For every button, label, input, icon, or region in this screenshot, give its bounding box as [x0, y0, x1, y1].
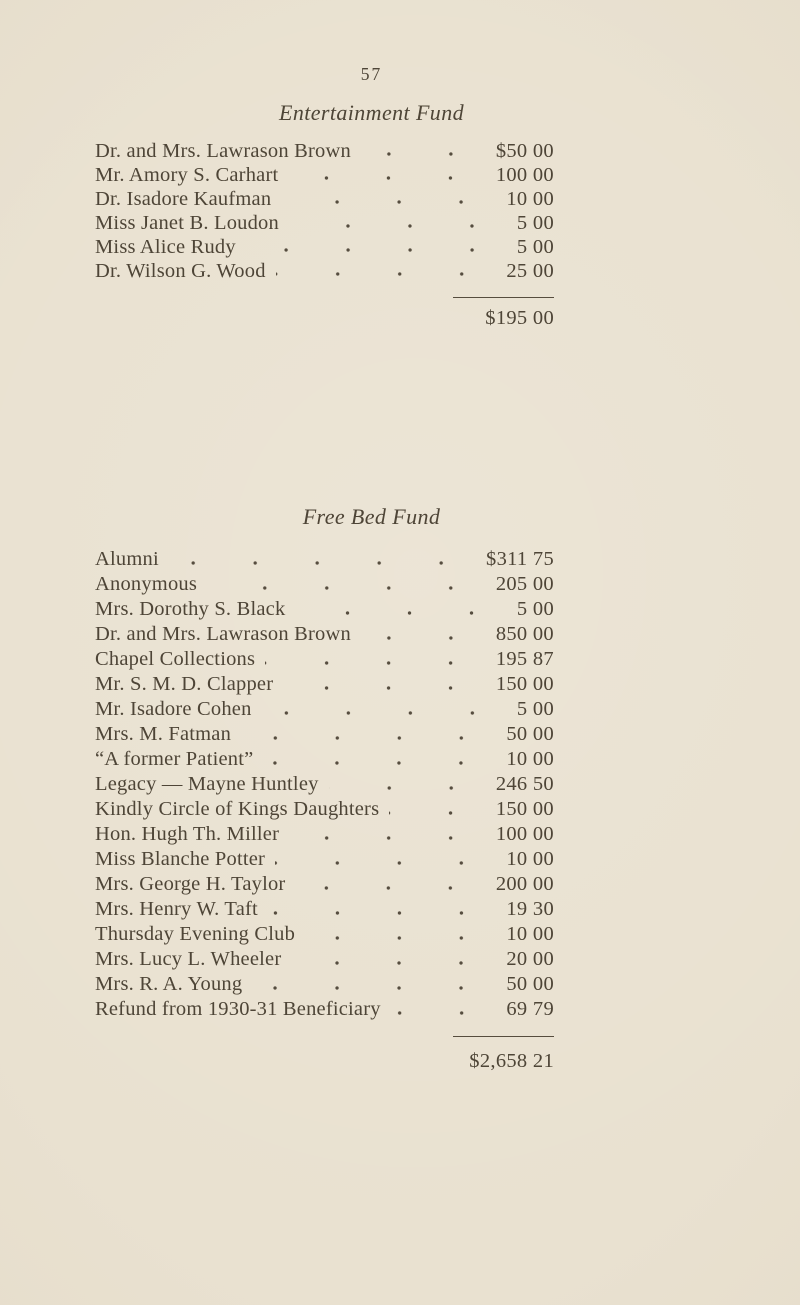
dot-leader — [288, 163, 481, 187]
amount: 5 00 — [516, 236, 554, 258]
dot-leader — [275, 847, 492, 872]
amount: 10 00 — [506, 848, 554, 870]
ledger-content — [95, 0, 554, 1073]
amount: 50 00 — [506, 973, 554, 995]
donor-name: Dr. Wilson G. Wood — [95, 260, 266, 282]
total-block — [95, 283, 554, 330]
donor-name: Legacy — Mayne Huntley — [95, 773, 319, 795]
page-number: 57 — [360, 64, 383, 84]
dot-leader — [268, 897, 492, 922]
dot-leader — [329, 772, 482, 797]
section-title: Entertainment Fund — [278, 100, 464, 125]
donor-name: Mrs. Henry W. Taft — [95, 898, 258, 920]
amount: 10 00 — [506, 188, 554, 210]
dot-leader — [305, 922, 492, 947]
donor-name: Miss Blanche Potter — [95, 848, 266, 870]
dot-leader — [389, 797, 482, 822]
dot-leader — [281, 187, 492, 211]
dot-leader — [289, 822, 482, 847]
amount: 20 00 — [506, 948, 554, 970]
table-row — [95, 897, 554, 922]
dot-leader — [361, 622, 482, 647]
table-row — [95, 847, 554, 872]
rows — [95, 126, 554, 283]
dot-leader — [295, 597, 503, 622]
amount: $50 00 — [495, 140, 554, 162]
donor-name: Mrs. R. A. Young — [95, 973, 243, 995]
dot-leader — [263, 747, 492, 772]
table-row — [95, 997, 554, 1022]
table-row — [95, 672, 554, 697]
amount: 100 00 — [495, 823, 554, 845]
table-row — [95, 697, 554, 722]
table-row — [95, 647, 554, 672]
section-total: $2,658 21 — [469, 1050, 554, 1072]
amount: 10 00 — [506, 748, 554, 770]
donor-name: Alumni — [95, 548, 159, 570]
table-row — [95, 872, 554, 897]
table-row — [95, 747, 554, 772]
table-row — [95, 972, 554, 997]
amount: 150 00 — [495, 798, 554, 820]
fund-section — [95, 330, 554, 1073]
amount: $311 75 — [486, 548, 554, 570]
amount: 195 87 — [495, 648, 554, 670]
amount: 19 30 — [506, 898, 554, 920]
donor-name: Mr. Amory S. Carhart — [95, 164, 279, 186]
donor-name: Kindly Circle of Kings Daughters — [95, 798, 380, 820]
amount: 100 00 — [495, 164, 554, 186]
amount: 5 00 — [516, 598, 554, 620]
table-row — [95, 259, 554, 283]
amount: 5 00 — [516, 212, 554, 234]
amount: 69 79 — [506, 998, 554, 1020]
amount: 25 00 — [506, 260, 554, 282]
table-row — [95, 947, 554, 972]
donor-name: Mr. S. M. D. Clapper — [95, 673, 274, 695]
section-title: Free Bed Fund — [302, 504, 441, 529]
table-row — [95, 187, 554, 211]
donor-name: Anonymous — [95, 573, 198, 595]
donor-name: Mrs. Lucy L. Wheeler — [95, 948, 282, 970]
dot-leader — [246, 235, 503, 259]
table-row — [95, 547, 554, 572]
dot-leader — [169, 547, 472, 572]
dot-leader — [207, 572, 482, 597]
dot-leader — [289, 211, 503, 235]
amount: 200 00 — [495, 873, 554, 895]
amount: 5 00 — [516, 698, 554, 720]
donor-name: Dr. Isadore Kaufman — [95, 188, 272, 210]
donor-name: “A former Patient” — [95, 748, 254, 770]
rows — [95, 530, 554, 1022]
donor-name: Dr. and Mrs. Lawrason Brown — [95, 623, 351, 645]
table-row — [95, 622, 554, 647]
amount: 10 00 — [506, 923, 554, 945]
dot-leader — [265, 647, 482, 672]
donor-name: Mr. Isadore Cohen — [95, 698, 252, 720]
dot-leader — [283, 672, 482, 697]
dot-leader — [361, 139, 482, 163]
table-row — [95, 235, 554, 259]
donor-name: Mrs. Dorothy S. Black — [95, 598, 286, 620]
dot-leader — [262, 697, 503, 722]
amount: 850 00 — [495, 623, 554, 645]
total-block — [95, 1022, 554, 1073]
sections — [95, 85, 554, 1073]
table-row — [95, 772, 554, 797]
table-row — [95, 722, 554, 747]
dot-leader — [276, 259, 493, 283]
table-row — [95, 597, 554, 622]
dot-leader — [252, 972, 492, 997]
amount: 246 50 — [495, 773, 554, 795]
table-row — [95, 211, 554, 235]
amount: 205 00 — [495, 573, 554, 595]
amount: 50 00 — [506, 723, 554, 745]
dot-leader — [291, 947, 492, 972]
donor-name: Mrs. George H. Taylor — [95, 873, 286, 895]
donor-name: Dr. and Mrs. Lawrason Brown — [95, 140, 351, 162]
table-row — [95, 797, 554, 822]
donor-name: Miss Janet B. Loudon — [95, 212, 279, 234]
table-row — [95, 922, 554, 947]
donor-name: Thursday Evening Club — [95, 923, 296, 945]
donor-name: Miss Alice Rudy — [95, 236, 236, 258]
table-row — [95, 139, 554, 163]
section-total: $195 00 — [485, 307, 554, 329]
dot-leader — [241, 722, 492, 747]
donor-name: Refund from 1930-31 Beneficiary — [95, 998, 381, 1020]
table-row — [95, 163, 554, 187]
dot-leader — [295, 872, 481, 897]
donor-name: Hon. Hugh Th. Miller — [95, 823, 280, 845]
donor-name: Mrs. M. Fatman — [95, 723, 232, 745]
table-row — [95, 822, 554, 847]
donor-name: Chapel Collections — [95, 648, 256, 670]
fund-section — [95, 85, 554, 330]
amount: 150 00 — [495, 673, 554, 695]
table-row — [95, 572, 554, 597]
dot-leader — [391, 997, 493, 1022]
